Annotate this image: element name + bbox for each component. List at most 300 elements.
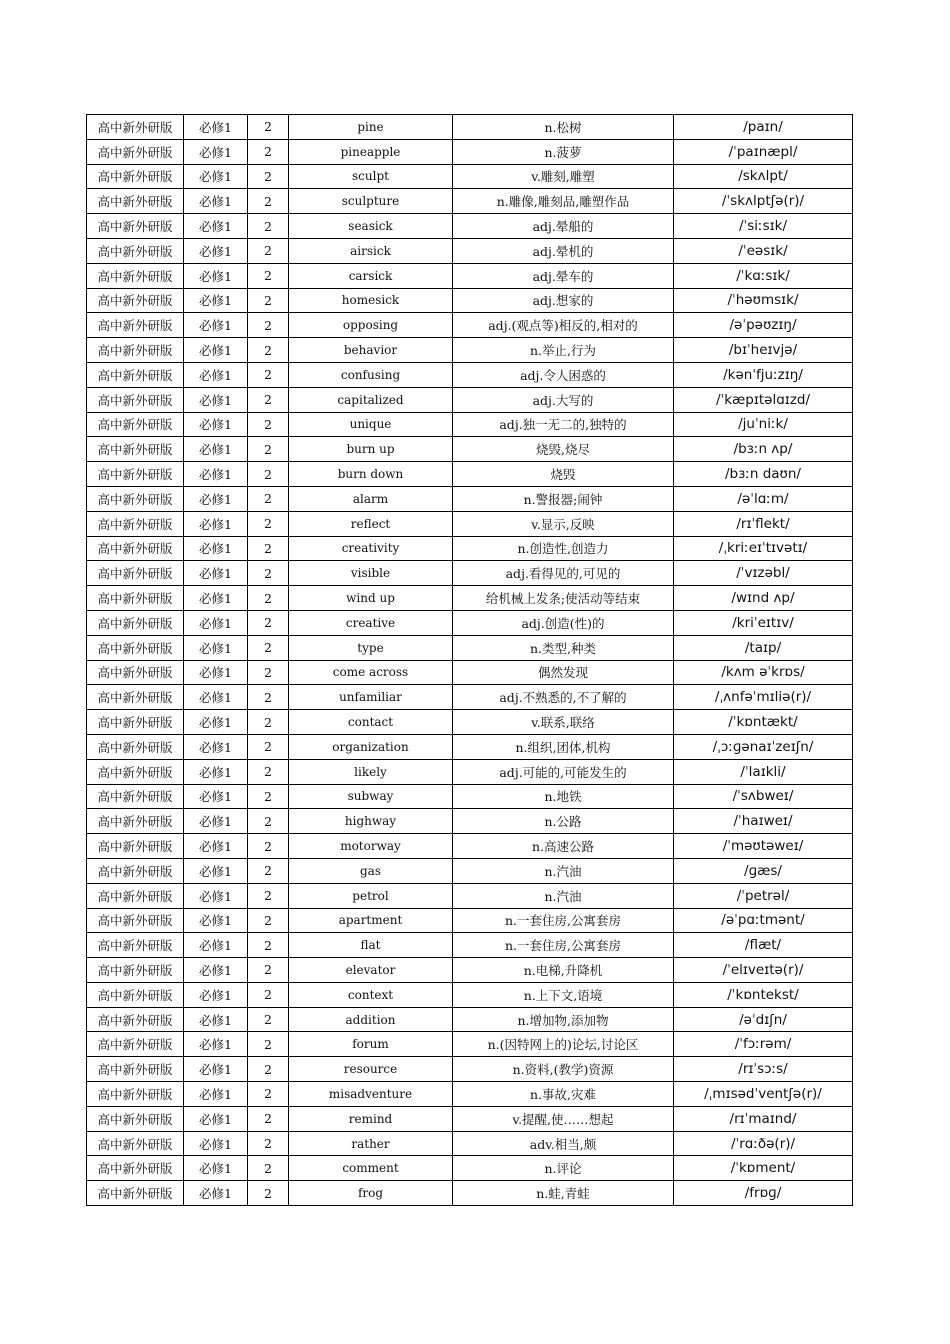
book-cell: 必修1: [184, 313, 248, 338]
book-cell: 必修1: [184, 164, 248, 189]
table-row: [87, 759, 853, 784]
unit-cell: 2: [248, 908, 289, 933]
table-row: [87, 189, 853, 214]
meaning-cell: adj.晕船的: [453, 214, 674, 239]
edition-cell: 高中新外研版: [87, 908, 184, 933]
word-cell: apartment: [289, 908, 453, 933]
meaning-cell: n.举止,行为: [453, 338, 674, 363]
phonetic-cell: /ˌkriːeɪˈtɪvətɪ/: [674, 536, 853, 561]
unit-cell: 2: [248, 313, 289, 338]
edition-cell: 高中新外研版: [87, 883, 184, 908]
book-cell: 必修1: [184, 1032, 248, 1057]
edition-cell: 高中新外研版: [87, 1057, 184, 1082]
table-row: [87, 858, 853, 883]
table-row: [87, 362, 853, 387]
phonetic-cell: /ˌmɪsədˈventʃə(r)/: [674, 1082, 853, 1107]
phonetic-cell: /wɪnd ʌp/: [674, 586, 853, 611]
table-row: [87, 115, 853, 140]
vocabulary-table-body: [87, 115, 853, 1206]
edition-cell: 高中新外研版: [87, 536, 184, 561]
meaning-cell: adj.可能的,可能发生的: [453, 759, 674, 784]
phonetic-cell: /ˈelɪveɪtə(r)/: [674, 958, 853, 983]
table-row: [87, 1156, 853, 1181]
meaning-cell: n.警报器;闹钟: [453, 486, 674, 511]
phonetic-cell: /əˈpɑːtmənt/: [674, 908, 853, 933]
book-cell: 必修1: [184, 387, 248, 412]
phonetic-cell: /juˈniːk/: [674, 412, 853, 437]
meaning-cell: 烧毁: [453, 462, 674, 487]
phonetic-cell: /ˈkɑːsɪk/: [674, 263, 853, 288]
unit-cell: 2: [248, 710, 289, 735]
meaning-cell: adj.不熟悉的,不了解的: [453, 685, 674, 710]
book-cell: 必修1: [184, 834, 248, 859]
word-cell: contact: [289, 710, 453, 735]
table-row: [87, 462, 853, 487]
table-row: [87, 784, 853, 809]
unit-cell: 2: [248, 734, 289, 759]
unit-cell: 2: [248, 1007, 289, 1032]
phonetic-cell: /flæt/: [674, 933, 853, 958]
meaning-cell: n.一套住房,公寓套房: [453, 933, 674, 958]
book-cell: 必修1: [184, 362, 248, 387]
book-cell: 必修1: [184, 437, 248, 462]
meaning-cell: n.汽油: [453, 883, 674, 908]
word-cell: unique: [289, 412, 453, 437]
meaning-cell: 偶然发现: [453, 660, 674, 685]
table-row: [87, 660, 853, 685]
edition-cell: 高中新外研版: [87, 734, 184, 759]
edition-cell: 高中新外研版: [87, 660, 184, 685]
book-cell: 必修1: [184, 139, 248, 164]
phonetic-cell: /ˈkæpɪtəlɑɪzd/: [674, 387, 853, 412]
book-cell: 必修1: [184, 115, 248, 140]
unit-cell: 2: [248, 288, 289, 313]
unit-cell: 2: [248, 834, 289, 859]
edition-cell: 高中新外研版: [87, 115, 184, 140]
meaning-cell: n.增加物,添加物: [453, 1007, 674, 1032]
phonetic-cell: /rɪˈmaɪnd/: [674, 1106, 853, 1131]
phonetic-cell: /əˈlɑːm/: [674, 486, 853, 511]
edition-cell: 高中新外研版: [87, 1106, 184, 1131]
word-cell: remind: [289, 1106, 453, 1131]
word-cell: creativity: [289, 536, 453, 561]
edition-cell: 高中新外研版: [87, 586, 184, 611]
word-cell: motorway: [289, 834, 453, 859]
book-cell: 必修1: [184, 1057, 248, 1082]
unit-cell: 2: [248, 958, 289, 983]
word-cell: visible: [289, 561, 453, 586]
word-cell: petrol: [289, 883, 453, 908]
phonetic-cell: /əˈpəʊzɪŋ/: [674, 313, 853, 338]
table-row: [87, 710, 853, 735]
table-row: [87, 610, 853, 635]
table-row: [87, 1057, 853, 1082]
word-cell: flat: [289, 933, 453, 958]
meaning-cell: n.事故,灾难: [453, 1082, 674, 1107]
edition-cell: 高中新外研版: [87, 834, 184, 859]
unit-cell: 2: [248, 412, 289, 437]
table-row: [87, 586, 853, 611]
edition-cell: 高中新外研版: [87, 387, 184, 412]
edition-cell: 高中新外研版: [87, 561, 184, 586]
phonetic-cell: /frɒɡ/: [674, 1181, 853, 1206]
edition-cell: 高中新外研版: [87, 1131, 184, 1156]
table-row: [87, 1106, 853, 1131]
table-row: [87, 288, 853, 313]
unit-cell: 2: [248, 462, 289, 487]
phonetic-cell: /ˈfɔːrəm/: [674, 1032, 853, 1057]
meaning-cell: n.创造性,创造力: [453, 536, 674, 561]
unit-cell: 2: [248, 685, 289, 710]
word-cell: forum: [289, 1032, 453, 1057]
word-cell: come across: [289, 660, 453, 685]
unit-cell: 2: [248, 660, 289, 685]
meaning-cell: n.组织,团体,机构: [453, 734, 674, 759]
book-cell: 必修1: [184, 883, 248, 908]
book-cell: 必修1: [184, 412, 248, 437]
meaning-cell: adj.看得见的,可见的: [453, 561, 674, 586]
edition-cell: 高中新外研版: [87, 214, 184, 239]
book-cell: 必修1: [184, 809, 248, 834]
edition-cell: 高中新外研版: [87, 263, 184, 288]
meaning-cell: adj.晕机的: [453, 238, 674, 263]
word-cell: frog: [289, 1181, 453, 1206]
phonetic-cell: /kriˈeɪtɪv/: [674, 610, 853, 635]
book-cell: 必修1: [184, 982, 248, 1007]
unit-cell: 2: [248, 338, 289, 363]
edition-cell: 高中新外研版: [87, 462, 184, 487]
unit-cell: 2: [248, 1106, 289, 1131]
edition-cell: 高中新外研版: [87, 1082, 184, 1107]
unit-cell: 2: [248, 263, 289, 288]
phonetic-cell: /ɡæs/: [674, 858, 853, 883]
phonetic-cell: /ˈpetrəl/: [674, 883, 853, 908]
word-cell: rather: [289, 1131, 453, 1156]
word-cell: carsick: [289, 263, 453, 288]
phonetic-cell: /ˈhaɪweɪ/: [674, 809, 853, 834]
phonetic-cell: /skʌlpt/: [674, 164, 853, 189]
table-row: [87, 387, 853, 412]
word-cell: resource: [289, 1057, 453, 1082]
word-cell: misadventure: [289, 1082, 453, 1107]
meaning-cell: adj.晕车的: [453, 263, 674, 288]
meaning-cell: v.显示,反映: [453, 511, 674, 536]
phonetic-cell: /ˈpaɪnæpl/: [674, 139, 853, 164]
meaning-cell: adj.创造(性)的: [453, 610, 674, 635]
word-cell: homesick: [289, 288, 453, 313]
table-row: [87, 809, 853, 834]
table-row: [87, 1082, 853, 1107]
table-row: [87, 734, 853, 759]
edition-cell: 高中新外研版: [87, 1156, 184, 1181]
edition-cell: 高中新外研版: [87, 1007, 184, 1032]
unit-cell: 2: [248, 387, 289, 412]
word-cell: sculpture: [289, 189, 453, 214]
edition-cell: 高中新外研版: [87, 189, 184, 214]
meaning-cell: adj.独一无二的,独特的: [453, 412, 674, 437]
edition-cell: 高中新外研版: [87, 238, 184, 263]
book-cell: 必修1: [184, 462, 248, 487]
unit-cell: 2: [248, 115, 289, 140]
unit-cell: 2: [248, 139, 289, 164]
edition-cell: 高中新外研版: [87, 784, 184, 809]
meaning-cell: n.地铁: [453, 784, 674, 809]
table-row: [87, 883, 853, 908]
table-row: [87, 511, 853, 536]
phonetic-cell: /bɪˈheɪvjə/: [674, 338, 853, 363]
edition-cell: 高中新外研版: [87, 486, 184, 511]
phonetic-cell: /ˈskʌlptʃə(r)/: [674, 189, 853, 214]
meaning-cell: v.联系,联络: [453, 710, 674, 735]
edition-cell: 高中新外研版: [87, 685, 184, 710]
unit-cell: 2: [248, 1181, 289, 1206]
word-cell: likely: [289, 759, 453, 784]
book-cell: 必修1: [184, 784, 248, 809]
table-row: [87, 164, 853, 189]
word-cell: burn down: [289, 462, 453, 487]
book-cell: 必修1: [184, 263, 248, 288]
word-cell: subway: [289, 784, 453, 809]
unit-cell: 2: [248, 858, 289, 883]
table-row: [87, 908, 853, 933]
meaning-cell: n.一套住房,公寓套房: [453, 908, 674, 933]
phonetic-cell: /bɜːn ʌp/: [674, 437, 853, 462]
word-cell: elevator: [289, 958, 453, 983]
meaning-cell: n.电梯,升降机: [453, 958, 674, 983]
phonetic-cell: /ˈeəsɪk/: [674, 238, 853, 263]
meaning-cell: adj.想家的: [453, 288, 674, 313]
phonetic-cell: /taɪp/: [674, 635, 853, 660]
word-cell: burn up: [289, 437, 453, 462]
book-cell: 必修1: [184, 858, 248, 883]
book-cell: 必修1: [184, 511, 248, 536]
unit-cell: 2: [248, 635, 289, 660]
table-row: [87, 536, 853, 561]
phonetic-cell: /ˈməʊtəweɪ/: [674, 834, 853, 859]
unit-cell: 2: [248, 933, 289, 958]
book-cell: 必修1: [184, 958, 248, 983]
phonetic-cell: /ˌʌnfəˈmɪliə(r)/: [674, 685, 853, 710]
unit-cell: 2: [248, 536, 289, 561]
word-cell: confusing: [289, 362, 453, 387]
word-cell: airsick: [289, 238, 453, 263]
edition-cell: 高中新外研版: [87, 412, 184, 437]
phonetic-cell: /ˈsʌbweɪ/: [674, 784, 853, 809]
edition-cell: 高中新外研版: [87, 858, 184, 883]
book-cell: 必修1: [184, 710, 248, 735]
edition-cell: 高中新外研版: [87, 139, 184, 164]
edition-cell: 高中新外研版: [87, 759, 184, 784]
unit-cell: 2: [248, 362, 289, 387]
edition-cell: 高中新外研版: [87, 362, 184, 387]
edition-cell: 高中新外研版: [87, 313, 184, 338]
table-row: [87, 437, 853, 462]
word-cell: creative: [289, 610, 453, 635]
book-cell: 必修1: [184, 635, 248, 660]
phonetic-cell: /ˈlaɪkli/: [674, 759, 853, 784]
phonetic-cell: /ˈrɑːðə(r)/: [674, 1131, 853, 1156]
word-cell: addition: [289, 1007, 453, 1032]
unit-cell: 2: [248, 437, 289, 462]
book-cell: 必修1: [184, 1106, 248, 1131]
phonetic-cell: /ˈvɪzəbl/: [674, 561, 853, 586]
word-cell: behavior: [289, 338, 453, 363]
word-cell: pineapple: [289, 139, 453, 164]
edition-cell: 高中新外研版: [87, 958, 184, 983]
phonetic-cell: /əˈdɪʃn/: [674, 1007, 853, 1032]
table-row: [87, 1131, 853, 1156]
book-cell: 必修1: [184, 561, 248, 586]
edition-cell: 高中新外研版: [87, 437, 184, 462]
unit-cell: 2: [248, 586, 289, 611]
edition-cell: 高中新外研版: [87, 610, 184, 635]
phonetic-cell: /ˈkɒntekst/: [674, 982, 853, 1007]
meaning-cell: adv.相当,颇: [453, 1131, 674, 1156]
meaning-cell: 烧毁,烧尽: [453, 437, 674, 462]
unit-cell: 2: [248, 486, 289, 511]
phonetic-cell: /rɪˈflekt/: [674, 511, 853, 536]
word-cell: type: [289, 635, 453, 660]
unit-cell: 2: [248, 164, 289, 189]
table-row: [87, 1032, 853, 1057]
word-cell: organization: [289, 734, 453, 759]
book-cell: 必修1: [184, 1181, 248, 1206]
meaning-cell: n.雕像,雕刻品,雕塑作品: [453, 189, 674, 214]
unit-cell: 2: [248, 1156, 289, 1181]
edition-cell: 高中新外研版: [87, 164, 184, 189]
table-row: [87, 1007, 853, 1032]
meaning-cell: adj.大写的: [453, 387, 674, 412]
phonetic-cell: /ˌɔːɡənaɪˈzeɪʃn/: [674, 734, 853, 759]
word-cell: sculpt: [289, 164, 453, 189]
edition-cell: 高中新外研版: [87, 338, 184, 363]
unit-cell: 2: [248, 214, 289, 239]
unit-cell: 2: [248, 1082, 289, 1107]
phonetic-cell: /ˈhəʊmsɪk/: [674, 288, 853, 313]
word-cell: pine: [289, 115, 453, 140]
vocabulary-table: [86, 114, 853, 1206]
table-row: [87, 933, 853, 958]
word-cell: comment: [289, 1156, 453, 1181]
word-cell: wind up: [289, 586, 453, 611]
word-cell: context: [289, 982, 453, 1007]
table-row: [87, 238, 853, 263]
edition-cell: 高中新外研版: [87, 809, 184, 834]
table-row: [87, 313, 853, 338]
phonetic-cell: /rɪˈsɔːs/: [674, 1057, 853, 1082]
book-cell: 必修1: [184, 610, 248, 635]
book-cell: 必修1: [184, 536, 248, 561]
meaning-cell: adj.(观点等)相反的,相对的: [453, 313, 674, 338]
edition-cell: 高中新外研版: [87, 1032, 184, 1057]
word-cell: reflect: [289, 511, 453, 536]
table-row: [87, 412, 853, 437]
edition-cell: 高中新外研版: [87, 1181, 184, 1206]
table-row: [87, 982, 853, 1007]
meaning-cell: n.资料,(教学)资源: [453, 1057, 674, 1082]
book-cell: 必修1: [184, 586, 248, 611]
edition-cell: 高中新外研版: [87, 288, 184, 313]
phonetic-cell: /kənˈfjuːzɪŋ/: [674, 362, 853, 387]
book-cell: 必修1: [184, 933, 248, 958]
edition-cell: 高中新外研版: [87, 635, 184, 660]
meaning-cell: n.评论: [453, 1156, 674, 1181]
book-cell: 必修1: [184, 759, 248, 784]
unit-cell: 2: [248, 189, 289, 214]
meaning-cell: n.松树: [453, 115, 674, 140]
table-row: [87, 561, 853, 586]
table-row: [87, 834, 853, 859]
phonetic-cell: /ˈkɒment/: [674, 1156, 853, 1181]
book-cell: 必修1: [184, 189, 248, 214]
phonetic-cell: /kʌm əˈkrɒs/: [674, 660, 853, 685]
meaning-cell: n.(因特网上的)论坛,讨论区: [453, 1032, 674, 1057]
book-cell: 必修1: [184, 1156, 248, 1181]
table-row: [87, 139, 853, 164]
edition-cell: 高中新外研版: [87, 710, 184, 735]
unit-cell: 2: [248, 561, 289, 586]
table-row: [87, 685, 853, 710]
meaning-cell: n.汽油: [453, 858, 674, 883]
book-cell: 必修1: [184, 238, 248, 263]
unit-cell: 2: [248, 759, 289, 784]
table-row: [87, 958, 853, 983]
unit-cell: 2: [248, 982, 289, 1007]
unit-cell: 2: [248, 1131, 289, 1156]
book-cell: 必修1: [184, 1007, 248, 1032]
book-cell: 必修1: [184, 908, 248, 933]
phonetic-cell: /bɜːn daʊn/: [674, 462, 853, 487]
meaning-cell: adj.令人困惑的: [453, 362, 674, 387]
book-cell: 必修1: [184, 214, 248, 239]
word-cell: highway: [289, 809, 453, 834]
meaning-cell: v.提醒,使……想起: [453, 1106, 674, 1131]
phonetic-cell: /ˈsiːsɪk/: [674, 214, 853, 239]
word-cell: capitalized: [289, 387, 453, 412]
meaning-cell: n.公路: [453, 809, 674, 834]
meaning-cell: n.类型,种类: [453, 635, 674, 660]
meaning-cell: v.雕刻,雕塑: [453, 164, 674, 189]
meaning-cell: n.上下文,语境: [453, 982, 674, 1007]
book-cell: 必修1: [184, 486, 248, 511]
unit-cell: 2: [248, 784, 289, 809]
unit-cell: 2: [248, 238, 289, 263]
word-cell: opposing: [289, 313, 453, 338]
book-cell: 必修1: [184, 338, 248, 363]
unit-cell: 2: [248, 610, 289, 635]
table-row: [87, 635, 853, 660]
word-cell: unfamiliar: [289, 685, 453, 710]
table-row: [87, 263, 853, 288]
unit-cell: 2: [248, 1057, 289, 1082]
unit-cell: 2: [248, 883, 289, 908]
unit-cell: 2: [248, 809, 289, 834]
edition-cell: 高中新外研版: [87, 511, 184, 536]
book-cell: 必修1: [184, 288, 248, 313]
table-row: [87, 1181, 853, 1206]
book-cell: 必修1: [184, 685, 248, 710]
table-row: [87, 486, 853, 511]
book-cell: 必修1: [184, 1131, 248, 1156]
unit-cell: 2: [248, 511, 289, 536]
meaning-cell: n.高速公路: [453, 834, 674, 859]
word-cell: seasick: [289, 214, 453, 239]
meaning-cell: n.菠萝: [453, 139, 674, 164]
phonetic-cell: /paɪn/: [674, 115, 853, 140]
edition-cell: 高中新外研版: [87, 933, 184, 958]
phonetic-cell: /ˈkɒntækt/: [674, 710, 853, 735]
meaning-cell: 给机械上发条;使活动等结束: [453, 586, 674, 611]
